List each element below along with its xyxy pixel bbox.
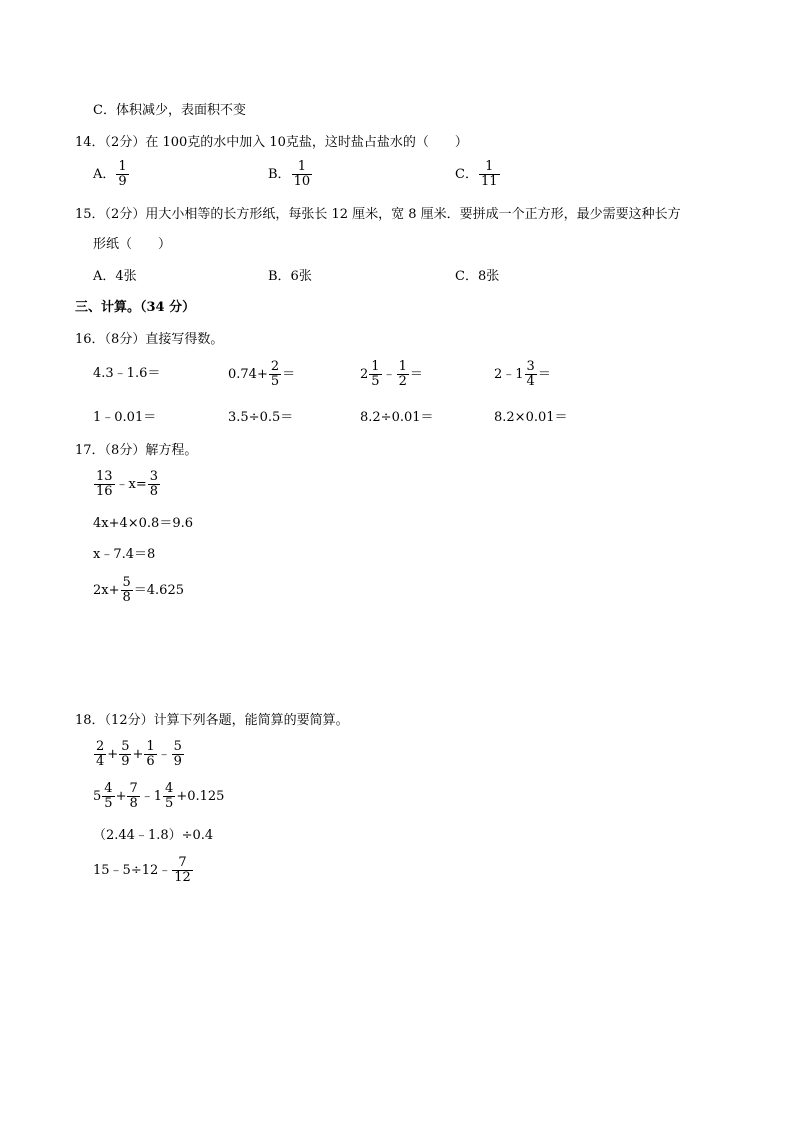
numerator: 2 (96, 739, 105, 754)
denominator: 8 (122, 590, 131, 605)
expr-text: + (107, 747, 119, 762)
expr-text: 2 (360, 367, 369, 382)
q16-r1c1: 4.3﹣1.6＝ (93, 366, 161, 381)
q18-expression-4 (93, 856, 194, 885)
denominator: 11 (480, 174, 498, 189)
q15-option-c[interactable]: C．8张 (455, 269, 500, 284)
fraction (144, 740, 156, 769)
denominator: 5 (270, 374, 280, 389)
q16-r2c2: 3.5÷0.5＝ (228, 410, 294, 425)
fraction (94, 470, 115, 499)
numerator: 1 (479, 160, 500, 175)
expr-text: ﹣ (382, 367, 396, 382)
fraction (116, 160, 128, 189)
fraction (102, 782, 114, 811)
numerator: 1 (292, 160, 313, 175)
fraction (148, 470, 160, 499)
denominator: 8 (149, 484, 159, 499)
q15-stem-line2: 形纸（ ） (93, 237, 172, 252)
option-label: B． (268, 167, 291, 182)
fraction (292, 160, 313, 189)
fraction (479, 160, 500, 189)
expr-text: + (115, 789, 127, 804)
fraction (121, 576, 133, 605)
q14-stem: 14．（2分）在 100克的水中加入 10克盐，这时盐占盐水的（ ） (75, 135, 468, 150)
expr-text: ＝ (282, 367, 296, 382)
expr-text: ＝ (537, 367, 551, 382)
q15-option-b[interactable]: B．6张 (268, 269, 312, 284)
denominator: 9 (121, 754, 130, 769)
fraction (397, 360, 409, 389)
numerator: 4 (104, 781, 113, 796)
fraction (163, 782, 175, 811)
numerator: 5 (173, 739, 182, 754)
q17-stem: 17．（8分）解方程。 (75, 443, 198, 458)
numerator: 5 (121, 739, 130, 754)
denominator: 12 (174, 870, 191, 885)
expr-text: + (132, 747, 144, 762)
numerator: 1 (371, 359, 380, 374)
q15-stem-line1: 15．（2分）用大小相等的长方形纸，每张长 12 厘米，宽 8 厘米．要拼成一个正方形，最少需要这种长方 (75, 207, 681, 222)
numerator: 3 (526, 359, 535, 374)
q16-r1c2 (228, 360, 295, 389)
q13-option-c[interactable]: C．体积减少，表面积不变 (93, 103, 246, 118)
expr-text: 0.74+ (228, 367, 268, 382)
section3-heading: 三、计算。（34 分） (75, 300, 196, 315)
q18-stem: 18．（12分）计算下列各题，能简算的要简算。 (75, 713, 349, 728)
q14-option-a[interactable] (93, 160, 130, 189)
fraction (94, 740, 106, 769)
numerator: 3 (149, 469, 159, 484)
numerator: 1 (118, 159, 127, 174)
denominator: 2 (398, 374, 407, 389)
q18-expression-2 (93, 782, 224, 811)
fraction (269, 360, 281, 389)
fraction (369, 360, 381, 389)
expr-text: ﹣x= (115, 477, 147, 492)
denominator: 5 (165, 796, 174, 811)
numerator: 4 (165, 781, 174, 796)
q17-equation-2: 4x+4×0.8＝9.6 (93, 516, 194, 531)
expr-text: ﹣ (157, 747, 171, 762)
expr-text: +0.125 (176, 789, 225, 804)
denominator: 16 (96, 484, 113, 499)
denominator: 5 (104, 796, 113, 811)
option-label: A． (93, 167, 116, 182)
expr-text: 5 (93, 789, 102, 804)
expr-text: 15﹣5÷12﹣ (93, 863, 172, 878)
expr-text: 2﹣1 (494, 367, 524, 382)
numerator: 5 (122, 575, 131, 590)
q17-equation-3: x﹣7.4＝8 (93, 547, 156, 562)
numerator: 7 (172, 856, 193, 871)
denominator: 9 (118, 174, 127, 189)
q16-stem: 16．（8分）直接写得数。 (75, 332, 224, 347)
denominator: 8 (129, 796, 138, 811)
denominator: 4 (96, 754, 105, 769)
numerator: 1 (398, 359, 407, 374)
fraction (119, 740, 131, 769)
q16-r2c3: 8.2÷0.01＝ (360, 410, 434, 425)
expr-text: ＝ (409, 367, 423, 382)
expr-text: ﹣1 (140, 789, 163, 804)
q17-equation-4 (93, 576, 184, 605)
expr-text: ＝4.625 (133, 583, 184, 598)
denominator: 6 (146, 754, 155, 769)
fraction (127, 782, 139, 811)
numerator: 13 (96, 469, 113, 484)
q17-equation-1 (93, 470, 161, 499)
q16-r1c4 (494, 360, 551, 389)
fraction (525, 360, 537, 389)
q16-r1c3 (360, 360, 423, 389)
q15-option-a[interactable]: A．4张 (93, 269, 137, 284)
option-label: C． (455, 167, 478, 182)
denominator: 4 (526, 374, 535, 389)
q14-option-c[interactable] (455, 160, 501, 189)
denominator: 5 (371, 374, 380, 389)
denominator: 9 (173, 754, 182, 769)
numerator: 1 (146, 739, 155, 754)
q18-expression-1 (93, 740, 185, 769)
expr-text: 2x+ (93, 583, 120, 598)
q14-option-b[interactable] (268, 160, 313, 189)
numerator: 7 (129, 781, 138, 796)
denominator: 10 (293, 174, 311, 189)
fraction (172, 740, 184, 769)
q16-r2c4: 8.2×0.01＝ (494, 410, 568, 425)
q16-r2c1: 1﹣0.01＝ (93, 410, 157, 425)
numerator: 2 (270, 359, 280, 374)
q18-expression-3: （2.44﹣1.8）÷0.4 (93, 828, 214, 843)
fraction (172, 856, 193, 885)
